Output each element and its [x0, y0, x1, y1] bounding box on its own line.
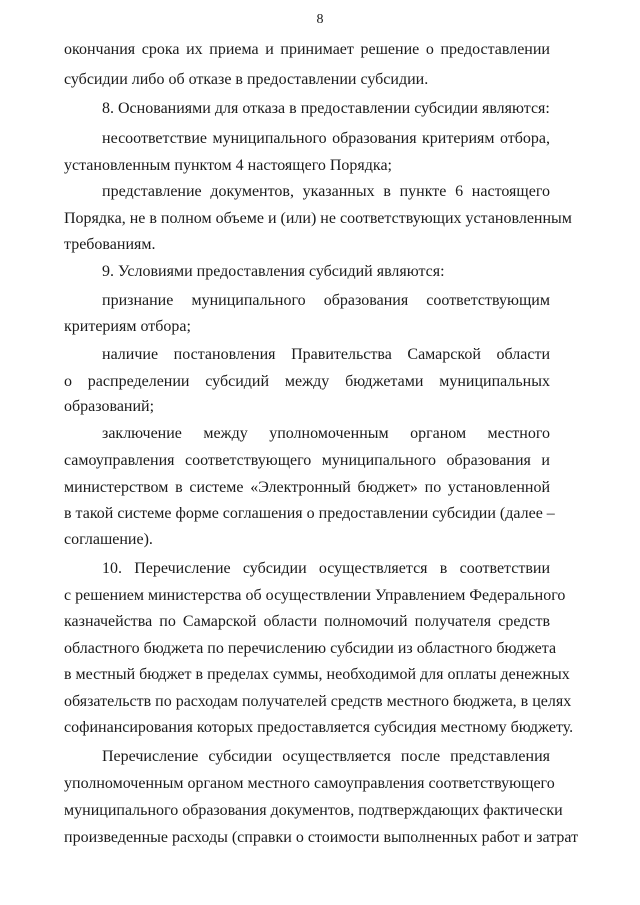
text-line: субсидии либо об отказе в предоставлении субсидии.: [64, 71, 429, 88]
text-line: муниципального образования документов, подтверждающих фактически: [64, 802, 563, 819]
text-line: критериям отбора;: [64, 318, 191, 335]
text-line: окончания срока их приема и принимает решение о предоставлении: [64, 41, 550, 58]
page-number: 8: [316, 12, 324, 27]
text-line: заключение между уполномоченным органом местного: [102, 425, 550, 442]
text-line: Порядка, не в полном объеме и (или) не соответствующих установленным: [64, 210, 572, 227]
text-line: о распределении субсидий между бюджетами муниципальных: [64, 373, 550, 390]
text-line: казначейства по Самарской области полномочий получателя средств: [64, 613, 550, 630]
text-line: в такой системе форме соглашения о предоставлении субсидии (далее –: [64, 505, 555, 522]
text-line: областного бюджета по перечислению субсидии из областного бюджета: [64, 640, 557, 657]
text-line: соглашение).: [64, 531, 153, 548]
text-line: Перечисление субсидии осуществляется после представления: [102, 748, 550, 765]
text-line: образований;: [64, 398, 155, 415]
text-line: представление документов, указанных в пункте 6 настоящего: [102, 183, 550, 200]
text-line: с решением министерства об осуществлении Управлением Федерального: [64, 587, 566, 604]
text-line: самоуправления соответствующего муниципального образования и: [64, 452, 550, 469]
text-line: произведенные расходы (справки о стоимости выполненных работ и затрат: [64, 829, 579, 846]
text-line: обязательств по расходам получателей средств местного бюджета, в целях: [64, 693, 572, 710]
text-line: в местный бюджет в пределах суммы, необходимой для оплаты денежных: [64, 666, 570, 683]
text-line: наличие постановления Правительства Самарской области: [102, 346, 550, 363]
text-line: министерством в системе «Электронный бюджет» по установленной: [64, 479, 550, 496]
text-line: софинансирования которых предоставляется субсидия местному бюджету.: [64, 719, 574, 736]
text-line: несоответствие муниципального образования критериям отбора,: [102, 130, 550, 147]
text-line: требованиям.: [64, 236, 156, 253]
text-line: 9. Условиями предоставления субсидий являются:: [102, 263, 445, 280]
text-line: 10. Перечисление субсидии осуществляется в соответствии: [102, 560, 550, 577]
text-line: 8. Основаниями для отказа в предоставлении субсидии являются:: [102, 100, 550, 117]
text-line: уполномоченным органом местного самоуправления соответствующего: [64, 775, 555, 792]
text-line: установленным пунктом 4 настоящего Порядка;: [64, 157, 392, 174]
text-line: признание муниципального образования соответствующим: [102, 292, 550, 309]
